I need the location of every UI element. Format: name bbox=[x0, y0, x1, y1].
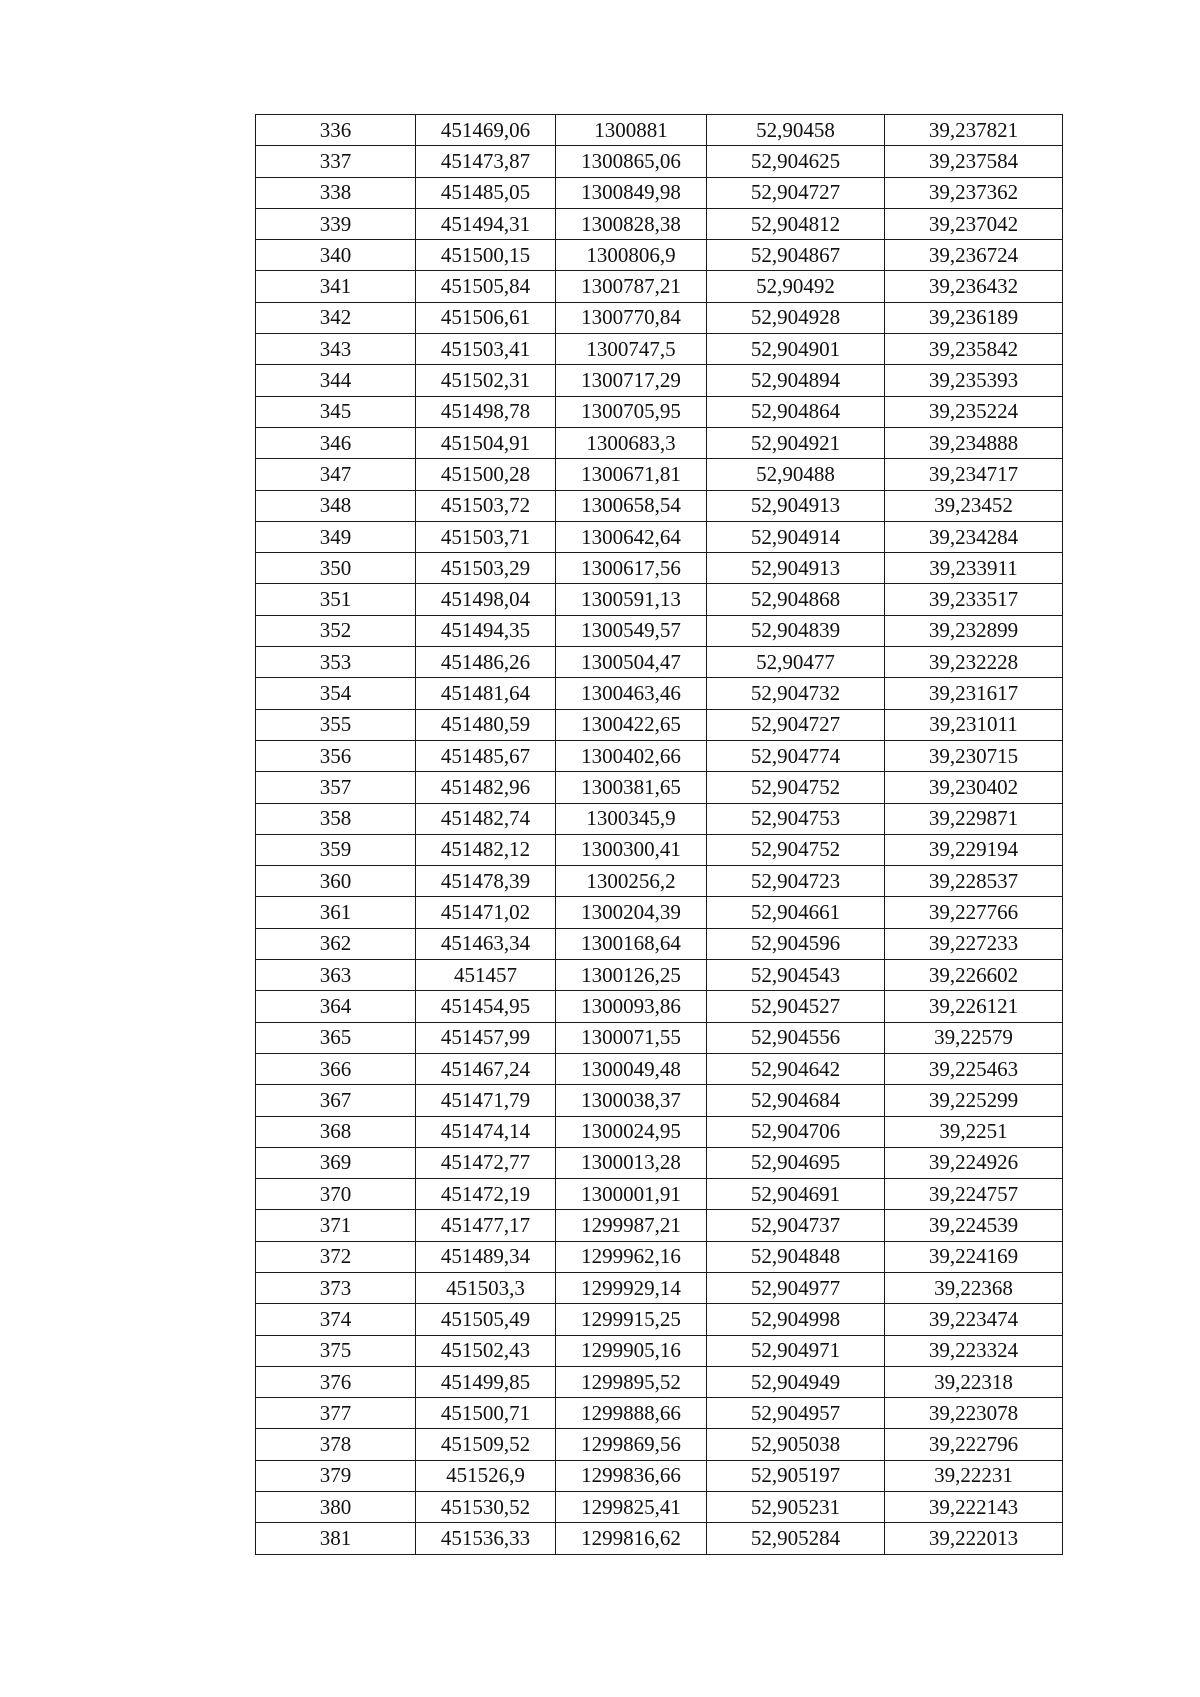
coordinates-table bbox=[255, 114, 1063, 1555]
y-coordinate-cell: 1300658,54 bbox=[556, 490, 707, 521]
x-coordinate-cell: 451503,3 bbox=[416, 1272, 556, 1303]
longitude-cell: 39,22318 bbox=[885, 1366, 1063, 1397]
longitude-cell: 39,235842 bbox=[885, 334, 1063, 365]
y-coordinate-cell: 1300300,41 bbox=[556, 834, 707, 865]
x-coordinate-cell: 451494,35 bbox=[416, 615, 556, 646]
table-row bbox=[256, 1053, 1063, 1084]
table-row bbox=[256, 521, 1063, 552]
latitude-cell: 52,904527 bbox=[707, 991, 885, 1022]
table-row bbox=[256, 1241, 1063, 1272]
x-coordinate-cell: 451509,52 bbox=[416, 1429, 556, 1460]
x-coordinate-cell: 451477,17 bbox=[416, 1210, 556, 1241]
longitude-cell: 39,22231 bbox=[885, 1460, 1063, 1491]
point-number-cell: 376 bbox=[256, 1366, 416, 1397]
y-coordinate-cell: 1300049,48 bbox=[556, 1053, 707, 1084]
y-coordinate-cell: 1300204,39 bbox=[556, 897, 707, 928]
longitude-cell: 39,236724 bbox=[885, 240, 1063, 271]
y-coordinate-cell: 1300504,47 bbox=[556, 647, 707, 678]
table-row bbox=[256, 1210, 1063, 1241]
x-coordinate-cell: 451486,26 bbox=[416, 647, 556, 678]
latitude-cell: 52,904695 bbox=[707, 1147, 885, 1178]
table-row bbox=[256, 1085, 1063, 1116]
table-row bbox=[256, 1366, 1063, 1397]
point-number-cell: 371 bbox=[256, 1210, 416, 1241]
x-coordinate-cell: 451505,49 bbox=[416, 1304, 556, 1335]
table-row bbox=[256, 146, 1063, 177]
latitude-cell: 52,904913 bbox=[707, 490, 885, 521]
y-coordinate-cell: 1300705,95 bbox=[556, 396, 707, 427]
latitude-cell: 52,905197 bbox=[707, 1460, 885, 1491]
point-number-cell: 340 bbox=[256, 240, 416, 271]
longitude-cell: 39,237821 bbox=[885, 115, 1063, 146]
latitude-cell: 52,904706 bbox=[707, 1116, 885, 1147]
x-coordinate-cell: 451482,74 bbox=[416, 803, 556, 834]
x-coordinate-cell: 451457 bbox=[416, 960, 556, 991]
x-coordinate-cell: 451503,29 bbox=[416, 553, 556, 584]
y-coordinate-cell: 1300642,64 bbox=[556, 521, 707, 552]
latitude-cell: 52,904737 bbox=[707, 1210, 885, 1241]
latitude-cell: 52,904752 bbox=[707, 772, 885, 803]
longitude-cell: 39,233911 bbox=[885, 553, 1063, 584]
latitude-cell: 52,904839 bbox=[707, 615, 885, 646]
point-number-cell: 381 bbox=[256, 1523, 416, 1554]
longitude-cell: 39,224169 bbox=[885, 1241, 1063, 1272]
point-number-cell: 364 bbox=[256, 991, 416, 1022]
point-number-cell: 365 bbox=[256, 1022, 416, 1053]
latitude-cell: 52,904977 bbox=[707, 1272, 885, 1303]
longitude-cell: 39,235393 bbox=[885, 365, 1063, 396]
table-row bbox=[256, 365, 1063, 396]
y-coordinate-cell: 1300024,95 bbox=[556, 1116, 707, 1147]
longitude-cell: 39,226602 bbox=[885, 960, 1063, 991]
y-coordinate-cell: 1299836,66 bbox=[556, 1460, 707, 1491]
x-coordinate-cell: 451494,31 bbox=[416, 208, 556, 239]
y-coordinate-cell: 1299962,16 bbox=[556, 1241, 707, 1272]
latitude-cell: 52,904727 bbox=[707, 177, 885, 208]
x-coordinate-cell: 451498,78 bbox=[416, 396, 556, 427]
x-coordinate-cell: 451498,04 bbox=[416, 584, 556, 615]
x-coordinate-cell: 451530,52 bbox=[416, 1492, 556, 1523]
table-row bbox=[256, 866, 1063, 897]
point-number-cell: 344 bbox=[256, 365, 416, 396]
point-number-cell: 345 bbox=[256, 396, 416, 427]
x-coordinate-cell: 451457,99 bbox=[416, 1022, 556, 1053]
longitude-cell: 39,237362 bbox=[885, 177, 1063, 208]
latitude-cell: 52,904543 bbox=[707, 960, 885, 991]
latitude-cell: 52,90458 bbox=[707, 115, 885, 146]
y-coordinate-cell: 1300717,29 bbox=[556, 365, 707, 396]
x-coordinate-cell: 451472,19 bbox=[416, 1179, 556, 1210]
latitude-cell: 52,90488 bbox=[707, 459, 885, 490]
y-coordinate-cell: 1300126,25 bbox=[556, 960, 707, 991]
table-row bbox=[256, 490, 1063, 521]
longitude-cell: 39,225299 bbox=[885, 1085, 1063, 1116]
table-row bbox=[256, 115, 1063, 146]
table-row bbox=[256, 334, 1063, 365]
point-number-cell: 336 bbox=[256, 115, 416, 146]
table-row bbox=[256, 678, 1063, 709]
point-number-cell: 379 bbox=[256, 1460, 416, 1491]
latitude-cell: 52,904752 bbox=[707, 834, 885, 865]
table-row bbox=[256, 1304, 1063, 1335]
table-row bbox=[256, 1429, 1063, 1460]
y-coordinate-cell: 1300422,65 bbox=[556, 709, 707, 740]
longitude-cell: 39,228537 bbox=[885, 866, 1063, 897]
longitude-cell: 39,222013 bbox=[885, 1523, 1063, 1554]
latitude-cell: 52,904774 bbox=[707, 740, 885, 771]
point-number-cell: 361 bbox=[256, 897, 416, 928]
latitude-cell: 52,905038 bbox=[707, 1429, 885, 1460]
table-row bbox=[256, 1272, 1063, 1303]
latitude-cell: 52,904949 bbox=[707, 1366, 885, 1397]
y-coordinate-cell: 1299929,14 bbox=[556, 1272, 707, 1303]
latitude-cell: 52,904921 bbox=[707, 427, 885, 458]
x-coordinate-cell: 451485,05 bbox=[416, 177, 556, 208]
longitude-cell: 39,225463 bbox=[885, 1053, 1063, 1084]
table-row bbox=[256, 302, 1063, 333]
x-coordinate-cell: 451506,61 bbox=[416, 302, 556, 333]
x-coordinate-cell: 451503,72 bbox=[416, 490, 556, 521]
x-coordinate-cell: 451499,85 bbox=[416, 1366, 556, 1397]
point-number-cell: 341 bbox=[256, 271, 416, 302]
latitude-cell: 52,904864 bbox=[707, 396, 885, 427]
y-coordinate-cell: 1299825,41 bbox=[556, 1492, 707, 1523]
y-coordinate-cell: 1299816,62 bbox=[556, 1523, 707, 1554]
latitude-cell: 52,904894 bbox=[707, 365, 885, 396]
table-row bbox=[256, 177, 1063, 208]
latitude-cell: 52,904848 bbox=[707, 1241, 885, 1272]
x-coordinate-cell: 451473,87 bbox=[416, 146, 556, 177]
y-coordinate-cell: 1300849,98 bbox=[556, 177, 707, 208]
longitude-cell: 39,22579 bbox=[885, 1022, 1063, 1053]
latitude-cell: 52,904812 bbox=[707, 208, 885, 239]
y-coordinate-cell: 1300865,06 bbox=[556, 146, 707, 177]
point-number-cell: 373 bbox=[256, 1272, 416, 1303]
latitude-cell: 52,905284 bbox=[707, 1523, 885, 1554]
x-coordinate-cell: 451463,34 bbox=[416, 928, 556, 959]
y-coordinate-cell: 1300038,37 bbox=[556, 1085, 707, 1116]
table-row bbox=[256, 459, 1063, 490]
table-row bbox=[256, 271, 1063, 302]
point-number-cell: 338 bbox=[256, 177, 416, 208]
latitude-cell: 52,904867 bbox=[707, 240, 885, 271]
table-row bbox=[256, 803, 1063, 834]
longitude-cell: 39,233517 bbox=[885, 584, 1063, 615]
latitude-cell: 52,904596 bbox=[707, 928, 885, 959]
point-number-cell: 359 bbox=[256, 834, 416, 865]
longitude-cell: 39,234717 bbox=[885, 459, 1063, 490]
table-row bbox=[256, 1460, 1063, 1491]
longitude-cell: 39,224757 bbox=[885, 1179, 1063, 1210]
table-row bbox=[256, 928, 1063, 959]
latitude-cell: 52,904727 bbox=[707, 709, 885, 740]
point-number-cell: 358 bbox=[256, 803, 416, 834]
table-row bbox=[256, 834, 1063, 865]
table-row bbox=[256, 1179, 1063, 1210]
x-coordinate-cell: 451500,28 bbox=[416, 459, 556, 490]
point-number-cell: 369 bbox=[256, 1147, 416, 1178]
latitude-cell: 52,904691 bbox=[707, 1179, 885, 1210]
y-coordinate-cell: 1300013,28 bbox=[556, 1147, 707, 1178]
y-coordinate-cell: 1300787,21 bbox=[556, 271, 707, 302]
x-coordinate-cell: 451480,59 bbox=[416, 709, 556, 740]
table-row bbox=[256, 1116, 1063, 1147]
y-coordinate-cell: 1300381,65 bbox=[556, 772, 707, 803]
table-row bbox=[256, 772, 1063, 803]
table-row bbox=[256, 584, 1063, 615]
point-number-cell: 366 bbox=[256, 1053, 416, 1084]
latitude-cell: 52,904684 bbox=[707, 1085, 885, 1116]
x-coordinate-cell: 451489,34 bbox=[416, 1241, 556, 1272]
x-coordinate-cell: 451536,33 bbox=[416, 1523, 556, 1554]
longitude-cell: 39,230715 bbox=[885, 740, 1063, 771]
longitude-cell: 39,226121 bbox=[885, 991, 1063, 1022]
latitude-cell: 52,90477 bbox=[707, 647, 885, 678]
latitude-cell: 52,904957 bbox=[707, 1398, 885, 1429]
latitude-cell: 52,90492 bbox=[707, 271, 885, 302]
point-number-cell: 356 bbox=[256, 740, 416, 771]
table-row bbox=[256, 709, 1063, 740]
x-coordinate-cell: 451469,06 bbox=[416, 115, 556, 146]
y-coordinate-cell: 1300549,57 bbox=[556, 615, 707, 646]
point-number-cell: 353 bbox=[256, 647, 416, 678]
x-coordinate-cell: 451502,43 bbox=[416, 1335, 556, 1366]
longitude-cell: 39,237584 bbox=[885, 146, 1063, 177]
point-number-cell: 375 bbox=[256, 1335, 416, 1366]
longitude-cell: 39,223324 bbox=[885, 1335, 1063, 1366]
longitude-cell: 39,2251 bbox=[885, 1116, 1063, 1147]
y-coordinate-cell: 1300770,84 bbox=[556, 302, 707, 333]
point-number-cell: 346 bbox=[256, 427, 416, 458]
longitude-cell: 39,23452 bbox=[885, 490, 1063, 521]
point-number-cell: 349 bbox=[256, 521, 416, 552]
table-row bbox=[256, 553, 1063, 584]
y-coordinate-cell: 1300828,38 bbox=[556, 208, 707, 239]
point-number-cell: 362 bbox=[256, 928, 416, 959]
y-coordinate-cell: 1299888,66 bbox=[556, 1398, 707, 1429]
x-coordinate-cell: 451472,77 bbox=[416, 1147, 556, 1178]
table-row bbox=[256, 615, 1063, 646]
longitude-cell: 39,224926 bbox=[885, 1147, 1063, 1178]
longitude-cell: 39,229194 bbox=[885, 834, 1063, 865]
latitude-cell: 52,904642 bbox=[707, 1053, 885, 1084]
point-number-cell: 337 bbox=[256, 146, 416, 177]
longitude-cell: 39,230402 bbox=[885, 772, 1063, 803]
y-coordinate-cell: 1300617,56 bbox=[556, 553, 707, 584]
table-row bbox=[256, 1492, 1063, 1523]
longitude-cell: 39,223078 bbox=[885, 1398, 1063, 1429]
table-row bbox=[256, 1022, 1063, 1053]
latitude-cell: 52,904971 bbox=[707, 1335, 885, 1366]
point-number-cell: 370 bbox=[256, 1179, 416, 1210]
x-coordinate-cell: 451485,67 bbox=[416, 740, 556, 771]
x-coordinate-cell: 451467,24 bbox=[416, 1053, 556, 1084]
table-row bbox=[256, 427, 1063, 458]
table-row bbox=[256, 647, 1063, 678]
longitude-cell: 39,232899 bbox=[885, 615, 1063, 646]
longitude-cell: 39,236189 bbox=[885, 302, 1063, 333]
longitude-cell: 39,222796 bbox=[885, 1429, 1063, 1460]
coordinates-table-body bbox=[256, 115, 1063, 1555]
table-row bbox=[256, 1335, 1063, 1366]
longitude-cell: 39,22368 bbox=[885, 1272, 1063, 1303]
latitude-cell: 52,904625 bbox=[707, 146, 885, 177]
y-coordinate-cell: 1300345,9 bbox=[556, 803, 707, 834]
x-coordinate-cell: 451471,02 bbox=[416, 897, 556, 928]
y-coordinate-cell: 1299895,52 bbox=[556, 1366, 707, 1397]
latitude-cell: 52,904928 bbox=[707, 302, 885, 333]
table-row bbox=[256, 240, 1063, 271]
x-coordinate-cell: 451471,79 bbox=[416, 1085, 556, 1116]
latitude-cell: 52,904732 bbox=[707, 678, 885, 709]
table-row bbox=[256, 208, 1063, 239]
x-coordinate-cell: 451503,41 bbox=[416, 334, 556, 365]
point-number-cell: 380 bbox=[256, 1492, 416, 1523]
longitude-cell: 39,222143 bbox=[885, 1492, 1063, 1523]
y-coordinate-cell: 1300591,13 bbox=[556, 584, 707, 615]
point-number-cell: 339 bbox=[256, 208, 416, 239]
table-row bbox=[256, 740, 1063, 771]
longitude-cell: 39,232228 bbox=[885, 647, 1063, 678]
y-coordinate-cell: 1300671,81 bbox=[556, 459, 707, 490]
longitude-cell: 39,234284 bbox=[885, 521, 1063, 552]
latitude-cell: 52,904998 bbox=[707, 1304, 885, 1335]
point-number-cell: 368 bbox=[256, 1116, 416, 1147]
y-coordinate-cell: 1300168,64 bbox=[556, 928, 707, 959]
longitude-cell: 39,234888 bbox=[885, 427, 1063, 458]
x-coordinate-cell: 451500,15 bbox=[416, 240, 556, 271]
y-coordinate-cell: 1300402,66 bbox=[556, 740, 707, 771]
point-number-cell: 363 bbox=[256, 960, 416, 991]
latitude-cell: 52,905231 bbox=[707, 1492, 885, 1523]
longitude-cell: 39,227766 bbox=[885, 897, 1063, 928]
point-number-cell: 343 bbox=[256, 334, 416, 365]
longitude-cell: 39,237042 bbox=[885, 208, 1063, 239]
point-number-cell: 374 bbox=[256, 1304, 416, 1335]
longitude-cell: 39,227233 bbox=[885, 928, 1063, 959]
x-coordinate-cell: 451500,71 bbox=[416, 1398, 556, 1429]
longitude-cell: 39,224539 bbox=[885, 1210, 1063, 1241]
y-coordinate-cell: 1299915,25 bbox=[556, 1304, 707, 1335]
point-number-cell: 372 bbox=[256, 1241, 416, 1272]
longitude-cell: 39,231011 bbox=[885, 709, 1063, 740]
x-coordinate-cell: 451503,71 bbox=[416, 521, 556, 552]
point-number-cell: 355 bbox=[256, 709, 416, 740]
table-row bbox=[256, 1147, 1063, 1178]
y-coordinate-cell: 1300881 bbox=[556, 115, 707, 146]
longitude-cell: 39,235224 bbox=[885, 396, 1063, 427]
x-coordinate-cell: 451505,84 bbox=[416, 271, 556, 302]
longitude-cell: 39,236432 bbox=[885, 271, 1063, 302]
x-coordinate-cell: 451482,12 bbox=[416, 834, 556, 865]
latitude-cell: 52,904913 bbox=[707, 553, 885, 584]
latitude-cell: 52,904901 bbox=[707, 334, 885, 365]
point-number-cell: 377 bbox=[256, 1398, 416, 1429]
latitude-cell: 52,904723 bbox=[707, 866, 885, 897]
table-row bbox=[256, 1523, 1063, 1554]
point-number-cell: 354 bbox=[256, 678, 416, 709]
latitude-cell: 52,904868 bbox=[707, 584, 885, 615]
y-coordinate-cell: 1300071,55 bbox=[556, 1022, 707, 1053]
x-coordinate-cell: 451526,9 bbox=[416, 1460, 556, 1491]
y-coordinate-cell: 1300747,5 bbox=[556, 334, 707, 365]
latitude-cell: 52,904661 bbox=[707, 897, 885, 928]
longitude-cell: 39,223474 bbox=[885, 1304, 1063, 1335]
table-row bbox=[256, 897, 1063, 928]
y-coordinate-cell: 1299869,56 bbox=[556, 1429, 707, 1460]
x-coordinate-cell: 451474,14 bbox=[416, 1116, 556, 1147]
point-number-cell: 348 bbox=[256, 490, 416, 521]
y-coordinate-cell: 1300806,9 bbox=[556, 240, 707, 271]
y-coordinate-cell: 1299905,16 bbox=[556, 1335, 707, 1366]
x-coordinate-cell: 451504,91 bbox=[416, 427, 556, 458]
longitude-cell: 39,231617 bbox=[885, 678, 1063, 709]
y-coordinate-cell: 1299987,21 bbox=[556, 1210, 707, 1241]
x-coordinate-cell: 451482,96 bbox=[416, 772, 556, 803]
latitude-cell: 52,904556 bbox=[707, 1022, 885, 1053]
y-coordinate-cell: 1300001,91 bbox=[556, 1179, 707, 1210]
point-number-cell: 347 bbox=[256, 459, 416, 490]
x-coordinate-cell: 451481,64 bbox=[416, 678, 556, 709]
x-coordinate-cell: 451478,39 bbox=[416, 866, 556, 897]
point-number-cell: 360 bbox=[256, 866, 416, 897]
x-coordinate-cell: 451502,31 bbox=[416, 365, 556, 396]
y-coordinate-cell: 1300463,46 bbox=[556, 678, 707, 709]
point-number-cell: 357 bbox=[256, 772, 416, 803]
point-number-cell: 342 bbox=[256, 302, 416, 333]
longitude-cell: 39,229871 bbox=[885, 803, 1063, 834]
table-row bbox=[256, 1398, 1063, 1429]
table-row bbox=[256, 396, 1063, 427]
point-number-cell: 350 bbox=[256, 553, 416, 584]
table-row bbox=[256, 960, 1063, 991]
latitude-cell: 52,904753 bbox=[707, 803, 885, 834]
y-coordinate-cell: 1300093,86 bbox=[556, 991, 707, 1022]
x-coordinate-cell: 451454,95 bbox=[416, 991, 556, 1022]
latitude-cell: 52,904914 bbox=[707, 521, 885, 552]
table-row bbox=[256, 991, 1063, 1022]
point-number-cell: 378 bbox=[256, 1429, 416, 1460]
point-number-cell: 351 bbox=[256, 584, 416, 615]
y-coordinate-cell: 1300683,3 bbox=[556, 427, 707, 458]
point-number-cell: 367 bbox=[256, 1085, 416, 1116]
point-number-cell: 352 bbox=[256, 615, 416, 646]
y-coordinate-cell: 1300256,2 bbox=[556, 866, 707, 897]
